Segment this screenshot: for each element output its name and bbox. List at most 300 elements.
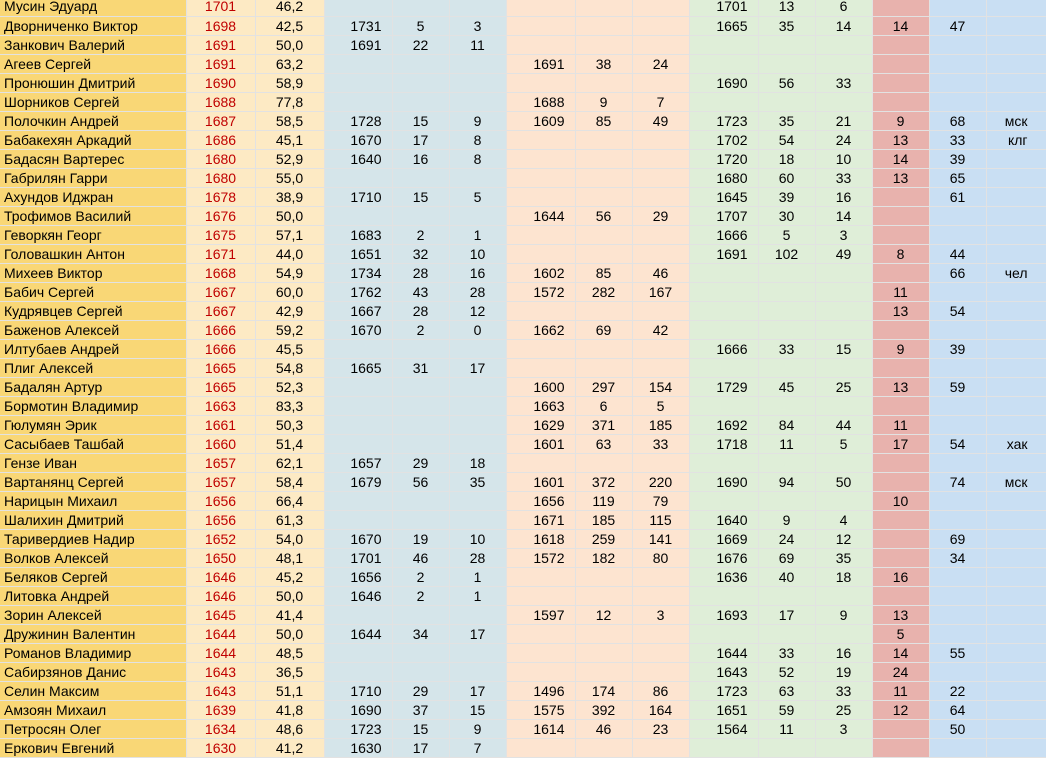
table-row[interactable] — [0, 434, 1046, 453]
player-name-cell[interactable]: Шорников Сергей — [0, 92, 186, 111]
table-row[interactable] — [0, 282, 1046, 301]
group-c-games-cell[interactable]: 35 — [758, 111, 815, 130]
group-b-rating-cell[interactable] — [506, 168, 575, 187]
group-b-rating-cell[interactable]: 1618 — [506, 529, 575, 548]
group-c-games-cell[interactable] — [758, 263, 815, 282]
group-d-cell[interactable] — [872, 187, 929, 206]
group-e-cell[interactable]: 55 — [929, 643, 986, 662]
group-b-points-cell[interactable]: 49 — [632, 111, 689, 130]
group-d-cell[interactable] — [872, 396, 929, 415]
percent-cell[interactable]: 45,1 — [255, 130, 324, 149]
table-row[interactable] — [0, 187, 1046, 206]
group-b-rating-cell[interactable] — [506, 662, 575, 681]
rating-cell[interactable]: 1643 — [186, 681, 255, 700]
group-e-cell[interactable] — [929, 0, 986, 16]
group-b-games-cell[interactable]: 259 — [575, 529, 632, 548]
group-a-points-cell[interactable] — [449, 491, 506, 510]
group-b-rating-cell[interactable]: 1602 — [506, 263, 575, 282]
group-c-rating-cell[interactable]: 1645 — [689, 187, 758, 206]
group-b-rating-cell[interactable]: 1600 — [506, 377, 575, 396]
player-name-cell[interactable]: Занкович Валерий — [0, 35, 186, 54]
group-d-cell[interactable] — [872, 529, 929, 548]
group-e-cell[interactable] — [929, 396, 986, 415]
group-b-games-cell[interactable] — [575, 16, 632, 35]
player-name-cell[interactable]: Петросян Олег — [0, 719, 186, 738]
group-d-cell[interactable]: 9 — [872, 111, 929, 130]
group-a-rating-cell[interactable]: 1657 — [324, 453, 392, 472]
group-b-games-cell[interactable]: 185 — [575, 510, 632, 529]
group-b-rating-cell[interactable] — [506, 130, 575, 149]
table-row[interactable] — [0, 358, 1046, 377]
group-b-points-cell[interactable] — [632, 244, 689, 263]
group-e-cell[interactable] — [929, 35, 986, 54]
table-row[interactable] — [0, 453, 1046, 472]
group-b-games-cell[interactable] — [575, 73, 632, 92]
group-e-cell[interactable]: 39 — [929, 339, 986, 358]
group-b-points-cell[interactable]: 42 — [632, 320, 689, 339]
group-b-points-cell[interactable] — [632, 73, 689, 92]
group-d-cell[interactable]: 8 — [872, 244, 929, 263]
percent-cell[interactable]: 66,4 — [255, 491, 324, 510]
group-e-cell[interactable]: 66 — [929, 263, 986, 282]
region-note-cell[interactable] — [986, 681, 1046, 700]
region-note-cell[interactable]: клг — [986, 130, 1046, 149]
group-b-points-cell[interactable] — [632, 567, 689, 586]
region-note-cell[interactable] — [986, 301, 1046, 320]
group-b-points-cell[interactable] — [632, 301, 689, 320]
group-a-games-cell[interactable]: 37 — [392, 700, 449, 719]
group-d-cell[interactable]: 14 — [872, 643, 929, 662]
group-b-rating-cell[interactable]: 1572 — [506, 548, 575, 567]
rating-cell[interactable]: 1668 — [186, 263, 255, 282]
group-b-points-cell[interactable] — [632, 624, 689, 643]
group-a-rating-cell[interactable]: 1670 — [324, 130, 392, 149]
group-c-points-cell[interactable]: 25 — [815, 377, 872, 396]
group-a-games-cell[interactable] — [392, 510, 449, 529]
group-a-points-cell[interactable]: 11 — [449, 35, 506, 54]
rating-cell[interactable]: 1634 — [186, 719, 255, 738]
group-c-rating-cell[interactable] — [689, 453, 758, 472]
table-row[interactable] — [0, 111, 1046, 130]
rating-cell[interactable]: 1698 — [186, 16, 255, 35]
group-a-points-cell[interactable] — [449, 662, 506, 681]
group-e-cell[interactable] — [929, 662, 986, 681]
rating-cell[interactable]: 1671 — [186, 244, 255, 263]
group-c-rating-cell[interactable]: 1693 — [689, 605, 758, 624]
group-a-points-cell[interactable]: 9 — [449, 111, 506, 130]
group-c-rating-cell[interactable]: 1665 — [689, 16, 758, 35]
group-c-points-cell[interactable]: 14 — [815, 206, 872, 225]
group-b-games-cell[interactable]: 297 — [575, 377, 632, 396]
table-row[interactable] — [0, 73, 1046, 92]
group-b-games-cell[interactable] — [575, 643, 632, 662]
group-a-points-cell[interactable] — [449, 339, 506, 358]
group-b-games-cell[interactable]: 46 — [575, 719, 632, 738]
group-b-points-cell[interactable] — [632, 453, 689, 472]
group-c-games-cell[interactable]: 40 — [758, 567, 815, 586]
group-c-games-cell[interactable]: 45 — [758, 377, 815, 396]
rating-cell[interactable]: 1646 — [186, 567, 255, 586]
group-a-games-cell[interactable]: 16 — [392, 149, 449, 168]
group-d-cell[interactable]: 9 — [872, 339, 929, 358]
group-b-rating-cell[interactable] — [506, 643, 575, 662]
group-c-points-cell[interactable] — [815, 491, 872, 510]
group-b-points-cell[interactable] — [632, 187, 689, 206]
group-a-points-cell[interactable]: 18 — [449, 453, 506, 472]
group-b-rating-cell[interactable] — [506, 738, 575, 757]
group-a-points-cell[interactable]: 12 — [449, 301, 506, 320]
player-name-cell[interactable]: Бадасян Вартерес — [0, 149, 186, 168]
group-c-points-cell[interactable] — [815, 586, 872, 605]
group-c-games-cell[interactable]: 18 — [758, 149, 815, 168]
group-b-rating-cell[interactable] — [506, 0, 575, 16]
region-note-cell[interactable]: хак — [986, 434, 1046, 453]
group-c-rating-cell[interactable] — [689, 301, 758, 320]
region-note-cell[interactable] — [986, 149, 1046, 168]
group-b-rating-cell[interactable] — [506, 567, 575, 586]
group-c-points-cell[interactable] — [815, 453, 872, 472]
group-c-rating-cell[interactable]: 1643 — [689, 662, 758, 681]
group-c-games-cell[interactable] — [758, 358, 815, 377]
group-a-games-cell[interactable]: 15 — [392, 187, 449, 206]
group-c-points-cell[interactable]: 21 — [815, 111, 872, 130]
group-a-points-cell[interactable]: 3 — [449, 16, 506, 35]
group-b-rating-cell[interactable] — [506, 586, 575, 605]
group-b-points-cell[interactable]: 164 — [632, 700, 689, 719]
group-c-games-cell[interactable]: 63 — [758, 681, 815, 700]
group-b-games-cell[interactable]: 38 — [575, 54, 632, 73]
group-a-rating-cell[interactable]: 1651 — [324, 244, 392, 263]
region-note-cell[interactable] — [986, 225, 1046, 244]
group-d-cell[interactable] — [872, 320, 929, 339]
group-c-games-cell[interactable] — [758, 624, 815, 643]
player-name-cell[interactable]: Кудрявцев Сергей — [0, 301, 186, 320]
group-b-rating-cell[interactable]: 1597 — [506, 605, 575, 624]
group-a-points-cell[interactable]: 28 — [449, 282, 506, 301]
percent-cell[interactable]: 51,1 — [255, 681, 324, 700]
group-a-points-cell[interactable]: 1 — [449, 225, 506, 244]
player-name-cell[interactable]: Сасыбаев Ташбай — [0, 434, 186, 453]
group-b-games-cell[interactable] — [575, 187, 632, 206]
player-name-cell[interactable]: Бабич Сергей — [0, 282, 186, 301]
region-note-cell[interactable] — [986, 586, 1046, 605]
group-e-cell[interactable] — [929, 54, 986, 73]
rating-cell[interactable]: 1701 — [186, 0, 255, 16]
group-c-games-cell[interactable] — [758, 54, 815, 73]
table-row[interactable] — [0, 35, 1046, 54]
rating-cell[interactable]: 1643 — [186, 662, 255, 681]
group-b-rating-cell[interactable] — [506, 339, 575, 358]
group-d-cell[interactable] — [872, 0, 929, 16]
group-c-points-cell[interactable]: 18 — [815, 567, 872, 586]
table-row[interactable] — [0, 548, 1046, 567]
group-b-rating-cell[interactable] — [506, 16, 575, 35]
group-b-rating-cell[interactable] — [506, 244, 575, 263]
group-a-games-cell[interactable]: 56 — [392, 472, 449, 491]
group-b-games-cell[interactable]: 372 — [575, 472, 632, 491]
region-note-cell[interactable] — [986, 662, 1046, 681]
group-e-cell[interactable]: 74 — [929, 472, 986, 491]
rating-cell[interactable]: 1650 — [186, 548, 255, 567]
table-row[interactable] — [0, 92, 1046, 111]
group-d-cell[interactable]: 14 — [872, 16, 929, 35]
group-c-rating-cell[interactable] — [689, 282, 758, 301]
percent-cell[interactable]: 58,4 — [255, 472, 324, 491]
group-b-points-cell[interactable]: 86 — [632, 681, 689, 700]
group-c-points-cell[interactable]: 14 — [815, 16, 872, 35]
group-a-games-cell[interactable] — [392, 92, 449, 111]
group-c-rating-cell[interactable]: 1692 — [689, 415, 758, 434]
percent-cell[interactable]: 45,2 — [255, 567, 324, 586]
table-row[interactable] — [0, 567, 1046, 586]
group-b-points-cell[interactable]: 80 — [632, 548, 689, 567]
percent-cell[interactable]: 52,3 — [255, 377, 324, 396]
table-row[interactable] — [0, 415, 1046, 434]
group-b-rating-cell[interactable]: 1575 — [506, 700, 575, 719]
group-a-games-cell[interactable] — [392, 491, 449, 510]
group-b-points-cell[interactable] — [632, 130, 689, 149]
group-c-rating-cell[interactable]: 1691 — [689, 244, 758, 263]
group-c-rating-cell[interactable]: 1702 — [689, 130, 758, 149]
group-d-cell[interactable]: 5 — [872, 624, 929, 643]
group-a-rating-cell[interactable] — [324, 643, 392, 662]
player-name-cell[interactable]: Зорин Алексей — [0, 605, 186, 624]
group-b-rating-cell[interactable] — [506, 453, 575, 472]
group-e-cell[interactable]: 65 — [929, 168, 986, 187]
group-b-games-cell[interactable] — [575, 358, 632, 377]
group-a-games-cell[interactable]: 2 — [392, 567, 449, 586]
group-b-points-cell[interactable]: 115 — [632, 510, 689, 529]
table-row[interactable] — [0, 130, 1046, 149]
group-e-cell[interactable] — [929, 586, 986, 605]
group-a-games-cell[interactable]: 34 — [392, 624, 449, 643]
player-name-cell[interactable]: Сабирзянов Данис — [0, 662, 186, 681]
rating-cell[interactable]: 1678 — [186, 187, 255, 206]
group-c-games-cell[interactable]: 59 — [758, 700, 815, 719]
table-row[interactable] — [0, 168, 1046, 187]
rating-cell[interactable]: 1691 — [186, 35, 255, 54]
rating-cell[interactable]: 1639 — [186, 700, 255, 719]
group-b-points-cell[interactable] — [632, 0, 689, 16]
group-e-cell[interactable]: 68 — [929, 111, 986, 130]
player-name-cell[interactable]: Полочкин Андрей — [0, 111, 186, 130]
group-a-points-cell[interactable] — [449, 54, 506, 73]
region-note-cell[interactable] — [986, 187, 1046, 206]
group-b-games-cell[interactable] — [575, 586, 632, 605]
group-c-rating-cell[interactable]: 1707 — [689, 206, 758, 225]
group-c-rating-cell[interactable]: 1676 — [689, 548, 758, 567]
group-c-points-cell[interactable]: 33 — [815, 168, 872, 187]
group-c-games-cell[interactable]: 39 — [758, 187, 815, 206]
group-d-cell[interactable] — [872, 73, 929, 92]
group-d-cell[interactable] — [872, 206, 929, 225]
group-b-games-cell[interactable]: 63 — [575, 434, 632, 453]
table-row[interactable] — [0, 472, 1046, 491]
percent-cell[interactable]: 59,2 — [255, 320, 324, 339]
group-b-points-cell[interactable] — [632, 738, 689, 757]
rating-cell[interactable]: 1657 — [186, 472, 255, 491]
group-b-games-cell[interactable] — [575, 35, 632, 54]
group-a-rating-cell[interactable] — [324, 434, 392, 453]
group-b-rating-cell[interactable]: 1691 — [506, 54, 575, 73]
rating-cell[interactable]: 1630 — [186, 738, 255, 757]
group-c-games-cell[interactable] — [758, 282, 815, 301]
rating-cell[interactable]: 1686 — [186, 130, 255, 149]
group-c-rating-cell[interactable] — [689, 491, 758, 510]
group-c-games-cell[interactable] — [758, 396, 815, 415]
region-note-cell[interactable] — [986, 377, 1046, 396]
rating-cell[interactable]: 1667 — [186, 282, 255, 301]
rating-cell[interactable]: 1652 — [186, 529, 255, 548]
group-c-points-cell[interactable]: 44 — [815, 415, 872, 434]
player-name-cell[interactable]: Бабакехян Аркадий — [0, 130, 186, 149]
group-a-points-cell[interactable]: 1 — [449, 586, 506, 605]
group-e-cell[interactable]: 44 — [929, 244, 986, 263]
group-a-games-cell[interactable] — [392, 54, 449, 73]
group-b-games-cell[interactable] — [575, 624, 632, 643]
group-c-games-cell[interactable]: 60 — [758, 168, 815, 187]
group-d-cell[interactable]: 10 — [872, 491, 929, 510]
group-a-games-cell[interactable] — [392, 168, 449, 187]
group-c-points-cell[interactable]: 35 — [815, 548, 872, 567]
group-c-rating-cell[interactable]: 1651 — [689, 700, 758, 719]
group-c-points-cell[interactable]: 50 — [815, 472, 872, 491]
group-c-games-cell[interactable]: 24 — [758, 529, 815, 548]
percent-cell[interactable]: 62,1 — [255, 453, 324, 472]
group-a-rating-cell[interactable]: 1762 — [324, 282, 392, 301]
player-name-cell[interactable]: Плиг Алексей — [0, 358, 186, 377]
percent-cell[interactable]: 41,8 — [255, 700, 324, 719]
group-a-rating-cell[interactable]: 1656 — [324, 567, 392, 586]
group-a-rating-cell[interactable]: 1644 — [324, 624, 392, 643]
group-b-points-cell[interactable]: 141 — [632, 529, 689, 548]
table-row[interactable] — [0, 339, 1046, 358]
group-b-points-cell[interactable]: 7 — [632, 92, 689, 111]
player-name-cell[interactable]: Бормотин Владимир — [0, 396, 186, 415]
group-c-rating-cell[interactable]: 1690 — [689, 73, 758, 92]
group-b-points-cell[interactable]: 154 — [632, 377, 689, 396]
region-note-cell[interactable] — [986, 605, 1046, 624]
group-a-points-cell[interactable]: 0 — [449, 320, 506, 339]
group-a-points-cell[interactable] — [449, 643, 506, 662]
group-a-rating-cell[interactable] — [324, 396, 392, 415]
group-b-rating-cell[interactable]: 1663 — [506, 396, 575, 415]
group-a-rating-cell[interactable] — [324, 510, 392, 529]
region-note-cell[interactable]: чел — [986, 263, 1046, 282]
group-c-points-cell[interactable] — [815, 54, 872, 73]
rating-cell[interactable]: 1687 — [186, 111, 255, 130]
group-a-points-cell[interactable] — [449, 73, 506, 92]
percent-cell[interactable]: 36,5 — [255, 662, 324, 681]
rating-cell[interactable]: 1665 — [186, 358, 255, 377]
group-d-cell[interactable] — [872, 263, 929, 282]
group-a-points-cell[interactable] — [449, 510, 506, 529]
group-c-games-cell[interactable]: 94 — [758, 472, 815, 491]
table-row[interactable] — [0, 491, 1046, 510]
group-c-games-cell[interactable] — [758, 738, 815, 757]
group-b-games-cell[interactable]: 174 — [575, 681, 632, 700]
region-note-cell[interactable] — [986, 738, 1046, 757]
percent-cell[interactable]: 54,8 — [255, 358, 324, 377]
percent-cell[interactable]: 48,5 — [255, 643, 324, 662]
group-c-games-cell[interactable] — [758, 92, 815, 111]
group-e-cell[interactable] — [929, 567, 986, 586]
group-a-rating-cell[interactable]: 1691 — [324, 35, 392, 54]
group-c-games-cell[interactable]: 35 — [758, 16, 815, 35]
group-a-points-cell[interactable] — [449, 415, 506, 434]
group-a-games-cell[interactable] — [392, 339, 449, 358]
group-a-points-cell[interactable] — [449, 0, 506, 16]
region-note-cell[interactable] — [986, 73, 1046, 92]
group-a-points-cell[interactable]: 17 — [449, 624, 506, 643]
player-name-cell[interactable]: Нарицын Михаил — [0, 491, 186, 510]
region-note-cell[interactable] — [986, 510, 1046, 529]
region-note-cell[interactable] — [986, 700, 1046, 719]
group-d-cell[interactable]: 16 — [872, 567, 929, 586]
group-d-cell[interactable] — [872, 586, 929, 605]
table-row[interactable] — [0, 662, 1046, 681]
player-name-cell[interactable]: Бадалян Артур — [0, 377, 186, 396]
group-b-points-cell[interactable]: 29 — [632, 206, 689, 225]
group-a-rating-cell[interactable] — [324, 92, 392, 111]
percent-cell[interactable]: 41,4 — [255, 605, 324, 624]
region-note-cell[interactable]: мск — [986, 111, 1046, 130]
group-b-rating-cell[interactable]: 1614 — [506, 719, 575, 738]
group-a-games-cell[interactable]: 17 — [392, 738, 449, 757]
player-name-cell[interactable]: Беляков Сергей — [0, 567, 186, 586]
rating-cell[interactable]: 1663 — [186, 396, 255, 415]
group-c-games-cell[interactable] — [758, 453, 815, 472]
percent-cell[interactable]: 44,0 — [255, 244, 324, 263]
group-b-rating-cell[interactable]: 1656 — [506, 491, 575, 510]
percent-cell[interactable]: 83,3 — [255, 396, 324, 415]
region-note-cell[interactable] — [986, 358, 1046, 377]
group-a-rating-cell[interactable]: 1679 — [324, 472, 392, 491]
group-b-rating-cell[interactable] — [506, 358, 575, 377]
group-d-cell[interactable]: 14 — [872, 149, 929, 168]
group-c-rating-cell[interactable]: 1723 — [689, 111, 758, 130]
group-a-rating-cell[interactable] — [324, 377, 392, 396]
region-note-cell[interactable] — [986, 168, 1046, 187]
percent-cell[interactable]: 50,0 — [255, 586, 324, 605]
group-c-games-cell[interactable] — [758, 35, 815, 54]
group-d-cell[interactable] — [872, 453, 929, 472]
group-b-points-cell[interactable] — [632, 35, 689, 54]
group-c-games-cell[interactable]: 5 — [758, 225, 815, 244]
group-b-games-cell[interactable] — [575, 453, 632, 472]
group-b-points-cell[interactable]: 33 — [632, 434, 689, 453]
group-c-games-cell[interactable]: 30 — [758, 206, 815, 225]
group-a-points-cell[interactable] — [449, 434, 506, 453]
group-a-games-cell[interactable]: 29 — [392, 681, 449, 700]
group-c-points-cell[interactable]: 10 — [815, 149, 872, 168]
player-name-cell[interactable]: Илтубаев Андрей — [0, 339, 186, 358]
group-b-points-cell[interactable]: 24 — [632, 54, 689, 73]
rating-cell[interactable]: 1665 — [186, 377, 255, 396]
group-b-rating-cell[interactable]: 1629 — [506, 415, 575, 434]
group-d-cell[interactable]: 11 — [872, 282, 929, 301]
group-b-points-cell[interactable]: 185 — [632, 415, 689, 434]
group-d-cell[interactable] — [872, 92, 929, 111]
group-c-games-cell[interactable] — [758, 491, 815, 510]
player-name-cell[interactable]: Дворниченко Виктор — [0, 16, 186, 35]
group-a-points-cell[interactable]: 10 — [449, 529, 506, 548]
group-b-rating-cell[interactable] — [506, 225, 575, 244]
player-name-cell[interactable]: Агеев Сергей — [0, 54, 186, 73]
group-c-games-cell[interactable]: 84 — [758, 415, 815, 434]
region-note-cell[interactable] — [986, 491, 1046, 510]
group-a-games-cell[interactable]: 19 — [392, 529, 449, 548]
